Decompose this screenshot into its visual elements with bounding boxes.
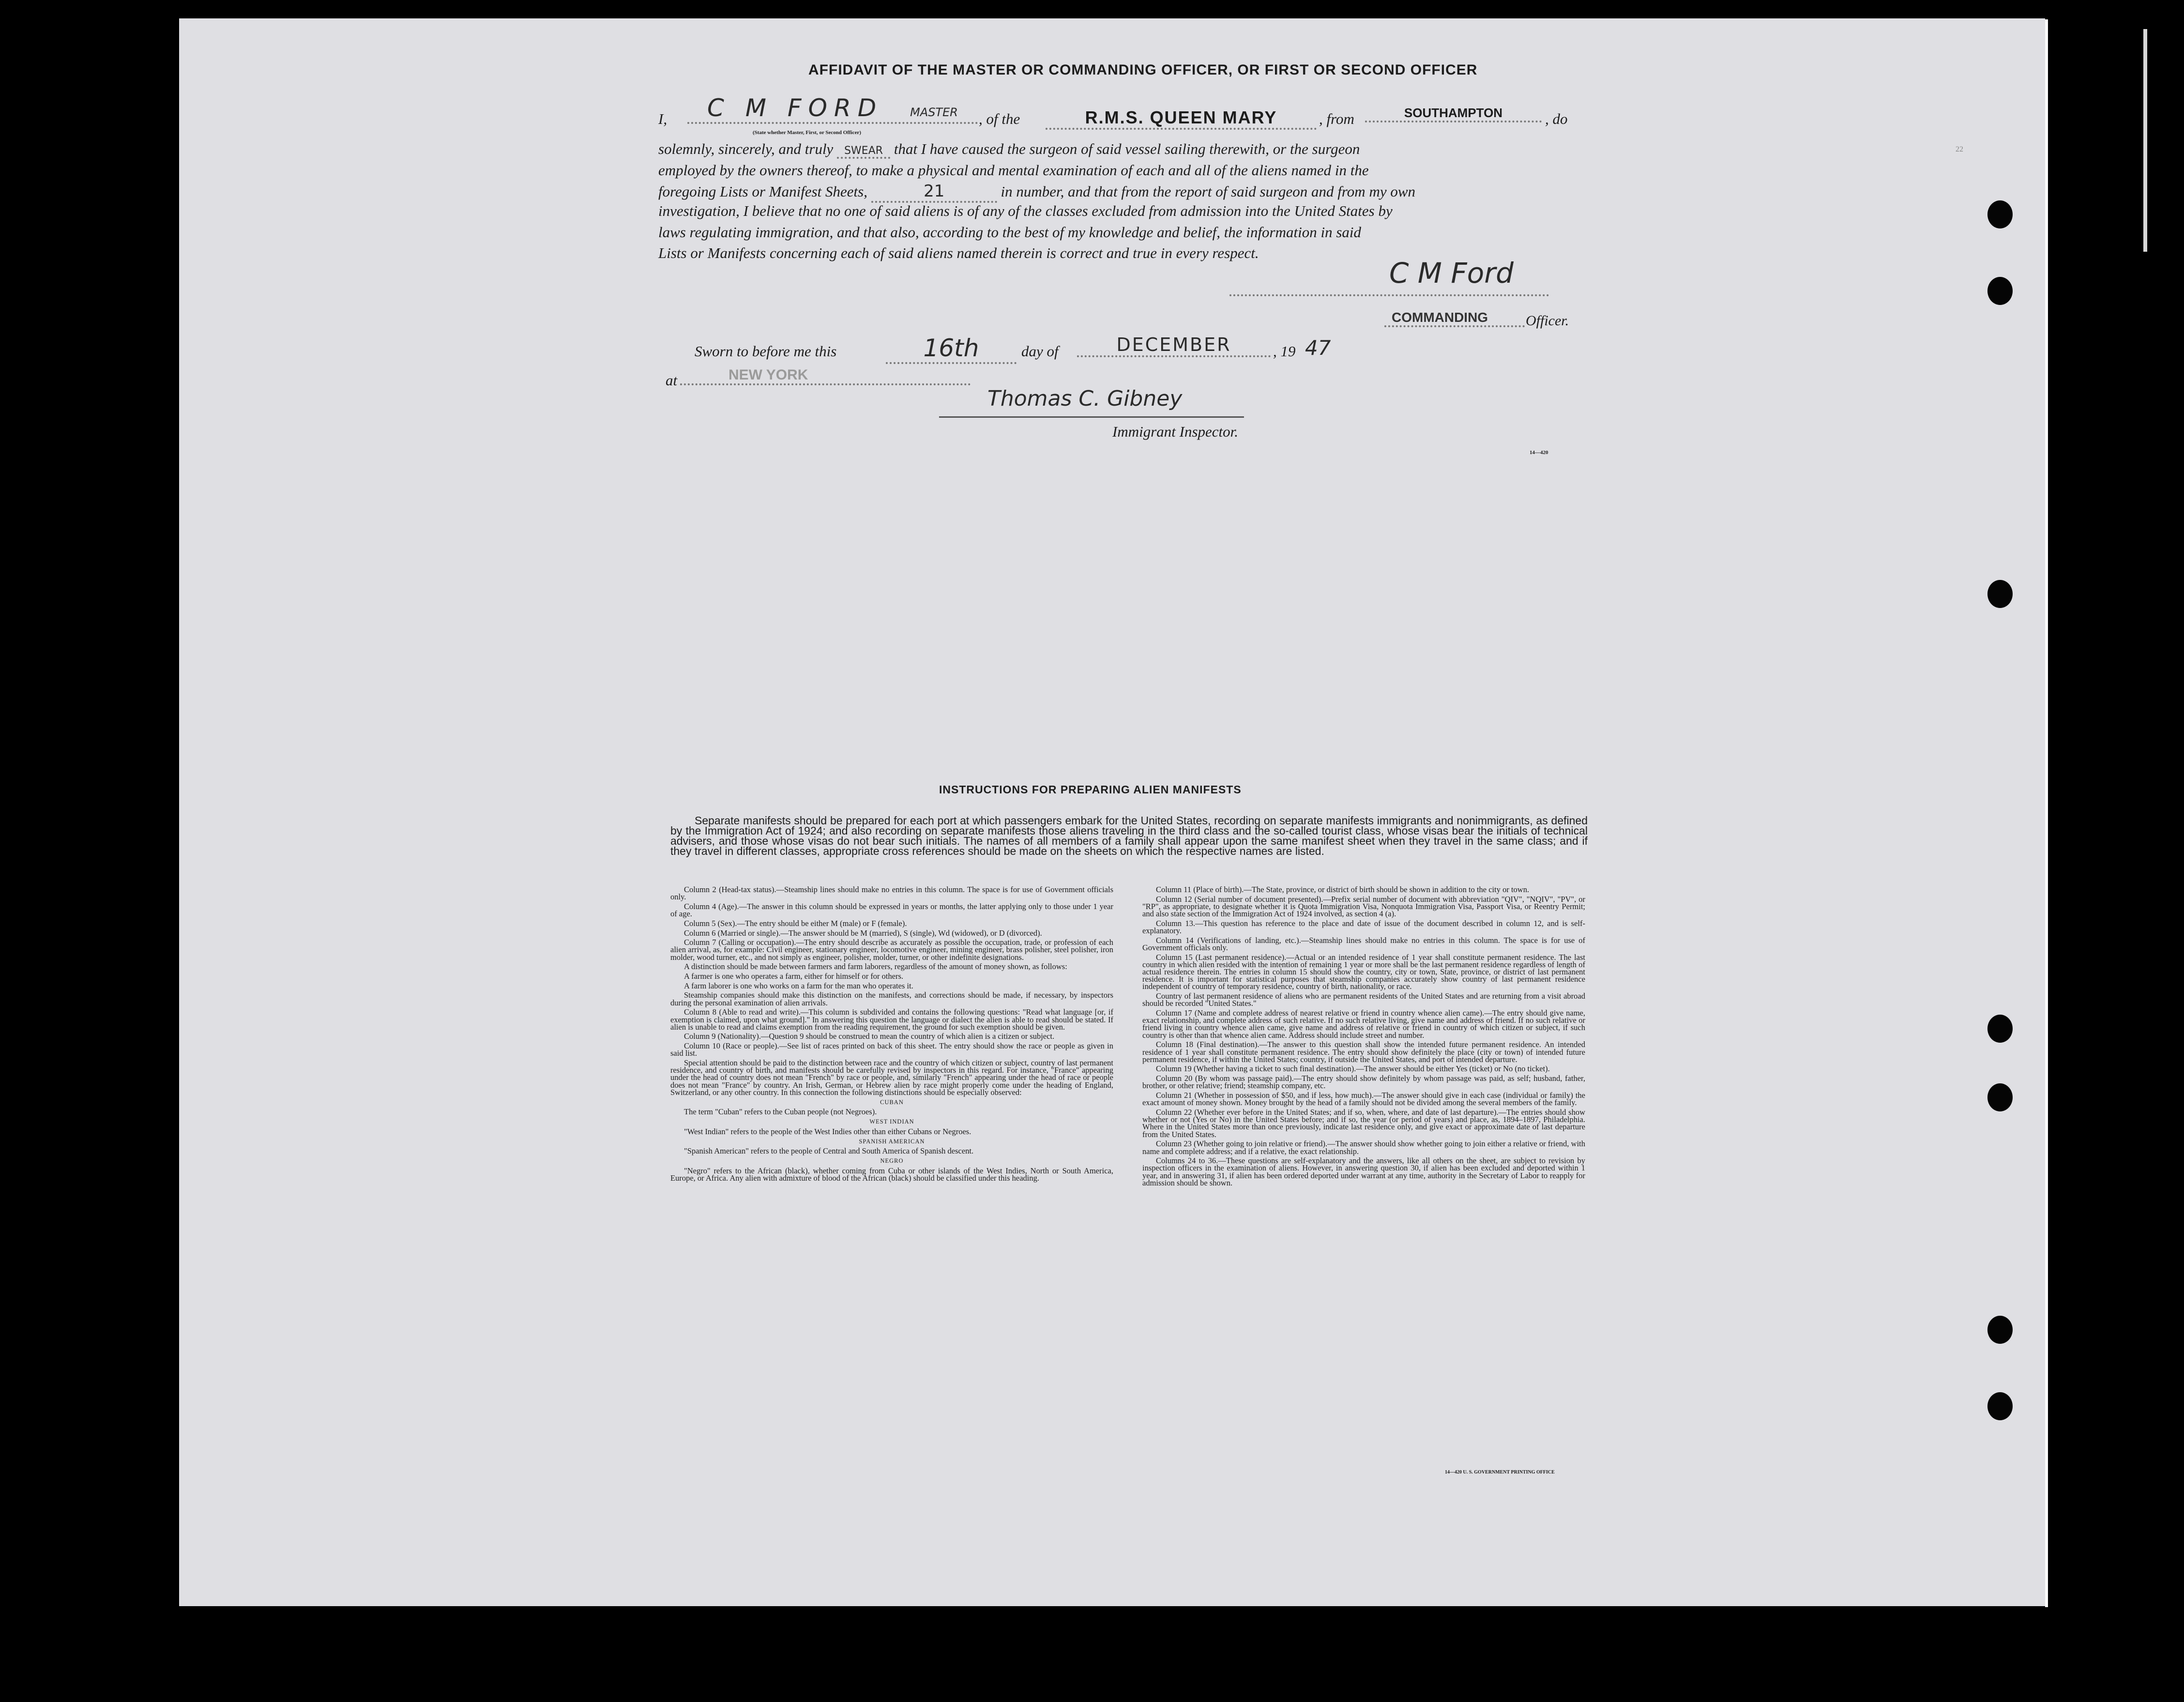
sworn-year: 47 <box>1305 336 1331 360</box>
instructions-intro: Separate manifests should be prepared for each port at which passengers embark for the United States, recording on separate manifests immigrants and nonimmigrants, as defined by the Immigration Act of 1924; and also recording on separate manifests those aliens traveling in the third class and the so-called tourist class, whose visas bear the initials of technical advisers, and those whose visas do not bear such initials. The names of all members of a family shall appear upon the same manifest sheet when they travel in the same class; and if they travel in different classes, appropriate cross references should be made on the sheets on which the respective names are listed. <box>670 814 1588 857</box>
punch-hole <box>1987 580 2013 608</box>
text-line4b: in number, and that from the report of said surgeon and from my own <box>1001 183 1416 200</box>
instruction-paragraph: Column 10 (Race or people).—See list of races printed on back of this sheet. The entry should show the race or people as given in said list. <box>670 1041 1113 1058</box>
punch-hole <box>1987 277 2013 305</box>
punch-hole <box>1987 1316 2013 1344</box>
instruction-paragraph: "Negro" refers to the African (black), whether coming from Cuba or other islands of the West Indies, North or South America, Europe, or Africa. Any alien with admixture of blood of the African (black) should be classified under this heading. <box>670 1166 1113 1183</box>
instruction-paragraph: Special attention should be paid to the distinction between race and the country of which citizen or subject, country of last permanent residence, and country of birth, and manifests should be carefully revised by inspectors in this regard. For instance, "France" appearing under the head of country does not mean "French" by race or people, and, similarly "French" appearing under the head of race or people does not mean "France" by country. An Irish, German, or Hebrew alien by race might properly come under the heading of England, Switzerland, or any other country. In this connection the following distinctions should be especially observed: <box>670 1058 1113 1097</box>
instruction-paragraph: Column 9 (Nationality).—Question 9 should be construed to mean the country of which alien is a citizen or subject. <box>684 1032 1055 1041</box>
name-field <box>687 94 978 124</box>
affidavit-title: AFFIDAVIT OF THE MASTER OR COMMANDING OFFICER, OR FIRST OR SECOND OFFICER <box>808 62 1478 78</box>
punch-hole <box>1987 1083 2013 1111</box>
officer-title-stamp: COMMANDING <box>1392 310 1488 325</box>
instruction-paragraph: "Spanish American" refers to the people of Central and South America of Spanish descent. <box>684 1146 974 1156</box>
instruction-paragraph: Column 12 (Serial number of document presented).—Prefix serial number of document with abbreviation "QIV", "NQIV", "PV", or "RP", as appropriate, to designate whether it is Quota Immigration Visa, Nonquota Immigration Visa, Passport Visa, or Reentry Permit; and also state section of the Immigration Act of 1924 involved, as section 4 (a). <box>1142 894 1585 919</box>
instruction-paragraph: Column 22 (Whether ever before in the United States; and if so, when, where, and date of last departure).—The entries should show whether or not (Yes or No) in the United States before; and if so, the year (or period of years) and place, as, 1894–1897, Philadelphia. Where in the United States more than once previously, indicate last residence only, and give exact or approximate date of last departure from the United States. <box>1142 1107 1585 1139</box>
text-line4a: foregoing Lists or Manifest Sheets, <box>658 183 867 200</box>
instruction-paragraph: Column 17 (Name and complete address of nearest relative or friend in country whence alien came).—The entry should give name, exact relationship, and complete address of such relative. If no such relative living, give name and address of friend. If no such relative or friend living in country whence alien came, give name and address of relative or friend in country of which citizen or subject, if such country is other than that whence alien came. Address should include street and number. <box>1142 1008 1585 1040</box>
film-edge-strip <box>2143 29 2147 252</box>
sheet-count: 21 <box>871 182 997 203</box>
day-of-label: day of <box>1021 343 1059 360</box>
text-i: I, <box>658 110 667 127</box>
instruction-paragraph: Column 15 (Last permanent residence).—Actual or an intended residence of 1 year shall constitute permanent residence. The last country in which alien resided with the intention of remaining 1 year or more shall be the last permanent residence regardless of length of actual residence therein. The entries in column 15 should show the country, city or town, State, province, or district of last permanent residence. It is important for statistical purposes that steamship companies accurately show country of last permanent residence independent of country of temporary residence, country of birth, nationality, or race. <box>1142 952 1585 991</box>
text-line2: that I have caused the surgeon of said vessel sailing therewith, or the surgeon <box>894 140 1360 157</box>
punch-hole <box>1987 200 2013 228</box>
affidavit-line-2 <box>658 140 1578 159</box>
instruction-paragraph: Column 4 (Age).—The answer in this column should be expressed in years or months, the latter applying only to those under 1 year of age. <box>670 901 1113 919</box>
instruction-paragraph: Column 20 (By whom was passage paid).—The entry should show definitely by whom passage was paid, as self; husband, father, brother, or other relative; friend; steamship company, etc. <box>1142 1074 1585 1091</box>
sworn-month: DECEMBER <box>1077 334 1271 357</box>
form-number: 14—420 <box>1530 450 1548 456</box>
affidavit-line-7: Lists or Manifests concerning each of said aliens named therein is correct and true in every respect. <box>658 244 1259 261</box>
officer-title-line <box>1384 325 1525 327</box>
instruction-paragraph: A distinction should be made between farmers and farm laborers, regardless of the amount of money shown, as follows: <box>684 962 1067 972</box>
sheet-edge <box>2045 19 2048 1607</box>
instruction-paragraph: A farm laborer is one who works on a farm for the man who operates it. <box>684 981 913 990</box>
sworn-place: NEW YORK <box>680 367 971 385</box>
affidavit-line-6: laws regulating immigration, and that also, according to the best of my knowledge and belief, the information in said <box>658 224 1362 241</box>
affidavit-line-4 <box>658 182 1578 203</box>
instruction-paragraph: Column 6 (Married or single).—The answer should be M (married), S (single), Wd (widowed), or D (divorced). <box>684 928 1042 938</box>
text-from: , from <box>1319 110 1354 127</box>
instruction-paragraph: "West Indian" refers to the people of the West Indies other than either Cubans or Negroes. <box>684 1126 971 1136</box>
subheading-west-indian: WEST INDIAN <box>869 1118 914 1125</box>
text-of-the: , of the <box>979 110 1020 127</box>
affidavit-line-1 <box>658 94 1578 128</box>
text-do: , do <box>1545 110 1568 127</box>
page-mark: 22 <box>1956 145 1963 153</box>
affidavit-line-3: employed by the owners thereof, to make a physical and mental examination of each and all of the aliens named in the <box>658 162 1369 179</box>
instruction-paragraph: Column 2 (Head-tax status).—Steamship lines should make no entries in this column. The space is for use of Government officials only. <box>670 885 1113 902</box>
instruction-paragraph: Column 5 (Sex).—The entry should be either M (male) or F (female). <box>684 918 907 928</box>
instructions-left-column <box>670 886 1113 1184</box>
master-signature: C M Ford <box>1389 257 1514 289</box>
master-rank: MASTER <box>910 106 958 119</box>
signature-line <box>1229 294 1549 296</box>
instruction-paragraph: Column 18 (Final destination).—The answer to this question shall show the intended future permanent residence. An intended residence of 1 year shall constitute permanent residence. The entry should show definitely the place (city or town) of intended future permanent residence, if within the United States; country, if outside the United States, and port of intended departure. <box>1142 1040 1585 1064</box>
sworn-day: 16th <box>886 334 1016 364</box>
sworn-label: Sworn to before me this <box>695 343 837 360</box>
instructions-title: INSTRUCTIONS FOR PREPARING ALIEN MANIFESTS <box>939 783 1242 796</box>
printing-office-footer: 14—420 U. S. GOVERNMENT PRINTING OFFICE <box>1445 1470 1555 1475</box>
instruction-paragraph: Column 21 (Whether in possession of $50, and if less, how much).—The answer should give in each case (individual or family) the exact amount of money shown. Money brought by the head of a family should not be divided among the several members of the family. <box>1142 1091 1585 1108</box>
rank-caption: (State whether Master, First, or Second Officer) <box>753 130 862 136</box>
master-name: C M FORD <box>707 94 883 122</box>
instruction-paragraph: Steamship companies should make this distinction on the manifests, and corrections should be made, if necessary, by inspectors during the personal examination of alien arrivals. <box>670 990 1113 1007</box>
instruction-paragraph: Country of last permanent residence of aliens who are permanent residents of the United States and are returning from a visit abroad should be recorded "United States." <box>1142 991 1585 1008</box>
subheading-negro: NEGRO <box>880 1157 904 1165</box>
year-prefix: , 19 <box>1273 343 1296 360</box>
instruction-paragraph: A farmer is one who operates a farm, either for himself or for others. <box>684 972 904 981</box>
instruction-paragraph: Column 11 (Place of birth).—The State, province, or district of birth should be shown in addition to the city or town. <box>1156 885 1530 894</box>
inspector-line <box>939 416 1244 418</box>
instruction-paragraph: Column 13.—This question has reference to the place and date of issue of the document described in column 12, and is self-explanatory. <box>1142 918 1585 936</box>
vessel-name: R.M.S. QUEEN MARY <box>1046 107 1317 130</box>
instruction-paragraph: Column 8 (Able to read and write).—This column is subdivided and contains the following questions: "Read what language [or, if exemption is claimed, upon what ground]." In answering this question the language or dialect the alien is able to read should be stated. If alien is unable to read and claims exemption from the reading requirement, the ground for such exemption should be given. <box>670 1007 1113 1032</box>
at-label: at <box>666 372 678 389</box>
text-solemnly: solemnly, sincerely, and truly <box>658 140 834 157</box>
affidavit-line-5: investigation, I believe that no one of said aliens is of any of the classes excluded from admission into the United States by <box>658 202 1393 219</box>
instruction-paragraph: Columns 24 to 36.—These questions are self-explanatory and the answers, like all others on the sheet, are subject to revision by inspection officers in the examination of aliens. However, in answering question 30, if alien has been excluded and deported within 1 year, and in answering 31, if alien has been ordered deported under warrant at any time, authority in the Secretary of Labor to reapply for admission should be shown. <box>1142 1156 1585 1187</box>
inspector-title: Immigrant Inspector. <box>1112 423 1239 440</box>
port-name: SOUTHAMPTON <box>1365 106 1542 122</box>
instruction-paragraph: Column 23 (Whether going to join relative or friend).—The answer should show whether going to join either a relative or friend, with name and complete address; and if a relative, the exact relationship. <box>1142 1139 1585 1156</box>
instruction-paragraph: Column 14 (Verifications of landing, etc.).—Steamship lines should make no entries in this column. The space is for use of Government officials only. <box>1142 935 1585 952</box>
subheading-cuban: CUBAN <box>880 1099 904 1106</box>
punch-hole <box>1987 1392 2013 1420</box>
instructions-right-column <box>1142 886 1585 1189</box>
instruction-paragraph: Column 7 (Calling or occupation).—The entry should describe as accurately as possible the occupation, trade, or profession of each alien arrival, as, for example: Civil engineer, stationary engineer, locomotive engineer, mining engineer, brass polisher, steel polisher, iron molder, wood turner, etc., and not simply as engineer, polisher, molder, turner, or other indefinite designations. <box>670 938 1113 962</box>
punch-hole <box>1987 1015 2013 1043</box>
subheading-spanish-american: SPANISH AMERICAN <box>859 1138 925 1145</box>
inspector-signature: Thomas C. Gibney <box>987 386 1183 411</box>
oath-word: SWEAR <box>837 145 890 159</box>
instruction-paragraph: The term "Cuban" refers to the Cuban people (not Negroes). <box>684 1107 877 1117</box>
officer-label: Officer. <box>1526 313 1569 329</box>
instruction-paragraph: Column 19 (Whether having a ticket to such final destination).—The answer should be either Yes (ticket) or No (no ticket). <box>1156 1064 1550 1074</box>
